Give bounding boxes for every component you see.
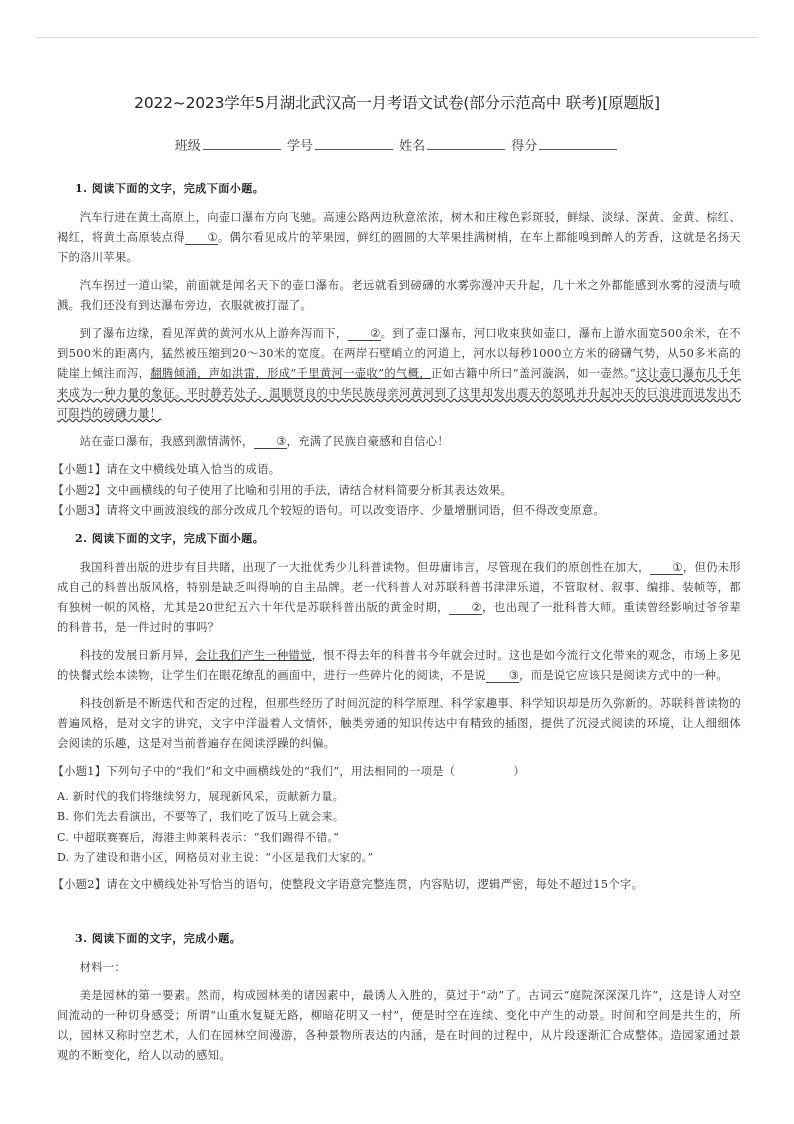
- q1-sub-question-3: 【小题3】请将文中画波浪线的部分改成几个较短的语句。可以改变语序、少量增删词语，但不得改变原意。: [52, 504, 606, 517]
- q1-p1-text-b: 。偶尔看见成片的苹果园，鲜红的圆圆的大苹果挂满树梢，在车上都能嗅到醉人的芳香，这就是名扬天下的洛川苹果。: [57, 231, 741, 264]
- id-label: 学号: [286, 139, 313, 154]
- q3-paragraph-1: 美是园林的第一要素。然而，构成园林美的诸因素中，最诱人入胜的，莫过于“动”了。古词云“庭院深深深几许”，这是诗人对空间流动的一种切身感受；所谓“山重水复疑无路，柳暗花明又一村”，便是时空在连续、变化中产生的动景。时间和空间是共生的，所以，园林又称时空艺术，人们在园林空间漫游，各种景物所表达的内涵，是在时间的过程中，从片段逐渐汇合成整体。造园家通过景观的不断变化，给人以动的感知。: [57, 989, 741, 1062]
- score-label: 得分: [511, 139, 538, 154]
- q2-p2-text-a: 科技的发展日新月异，: [79, 649, 196, 662]
- q1-underlined-sentence: 翻腾倾涌，声如洪雷，形成“千里黄河一壶收”的气概，: [150, 367, 432, 380]
- q1-p4-text-b: ，充满了民族自豪感和自信心！: [286, 435, 449, 448]
- student-info-line: [0, 135, 794, 154]
- q1-paragraph-4: [57, 432, 741, 452]
- top-divider: [36, 37, 758, 38]
- q2-p2-text-b: ，恨不得去年的科普书今年就会过时。这也是如今流行文化带来的观念，市场上多见的快餐式绘本读物，让学生们在眼花缭乱的画面中，进行一些碎片化的阅读，不是说: [57, 649, 741, 682]
- score-field[interactable]: [539, 137, 617, 150]
- q1-p3-text-b: 。到了壶口瀑布，河口收束狭如壶口，瀑布上游水面宽500余米，在不到500米的距离内，猛然被压缩到20～30米的宽度。在两岸石壁峭立的河道上，河水以每秒1000立方米的磅礴气势，从50多米高的陡崖上倾注而泻，: [57, 327, 742, 380]
- question-3-heading: 3. 阅读下面的文字，完成小题。: [75, 932, 242, 945]
- q1-wavy-sentence: 这让壶口瀑布几千年来成为一种力量的象征。平时静若处子、温顺贤良的中华民族母亲河黄河到了这里却发出震天的怒吼并升起冲天的巨浪进而迸发出不可阻挡的磅礴力量！: [57, 367, 742, 420]
- q2-sub-question-2: 【小题2】请在文中横线处补写恰当的语句，使整段文字语意完整连贯，内容贴切，逻辑严密，每处不超过15个字。: [52, 877, 644, 891]
- q1-p1-text-a: 汽车行进在黄土高原上，向壶口瀑布方向飞驰。高速公路两边秋意浓浓，树木和庄稼色彩斑驳，鲜绿、淡绿、深黄、金黄、棕红、褐红，将黄土高原装点得: [57, 211, 741, 244]
- q1-sub-question-1: 【小题1】请在文中横线处填入恰当的成语。: [52, 463, 281, 476]
- id-field[interactable]: [315, 137, 393, 150]
- q2-sub-question-1: 【小题1】下列句子中的“我们”和文中画横线处的“我们”，用法相同的一项是（ ）: [52, 765, 525, 778]
- q1-paragraph-3: [57, 324, 741, 424]
- q2-paragraph-1: [57, 558, 741, 638]
- q1-p4-text-a: 站在壶口瀑布，我感到激情满怀，: [79, 435, 254, 448]
- question-1-heading: 1. 阅读下面的文字，完成下面小题。: [75, 182, 265, 195]
- q2-blank-1: ①: [650, 561, 683, 575]
- question-1: [52, 180, 742, 522]
- q2-option-a: A. 新时代的我们将继续努力，展现新风采，贡献新力量。: [57, 789, 345, 803]
- q1-blank-3: ③: [254, 435, 287, 449]
- q1-blank-1: ①: [185, 231, 218, 245]
- name-label: 姓名: [399, 139, 426, 154]
- q1-blank-2: ②: [348, 327, 381, 341]
- q2-blank-3: ③: [486, 669, 519, 683]
- q1-sub-question-2: 【小题2】文中画横线的句子使用了比喻和引用的手法，请结合材料简要分析其表达效果。: [52, 483, 513, 497]
- q2-underlined-phrase: 会让我们产生一种错觉: [195, 649, 312, 662]
- question-3: [57, 930, 741, 1066]
- q3-material-label: 材料一：: [79, 961, 126, 974]
- q2-blank-2: ②: [449, 601, 482, 615]
- class-field[interactable]: [203, 137, 281, 150]
- q1-paragraph-1: [57, 208, 741, 268]
- question-2-heading: 2. 阅读下面的文字，完成下面小题。: [75, 532, 265, 545]
- question-2: [52, 530, 742, 895]
- q2-option-c: C. 中超联赛赛后，海港主帅莱科表示：“我们踢得不错。”: [57, 830, 340, 844]
- q1-paragraph-2: 汽车拐过一道山梁，前面就是闻名天下的壶口瀑布。老远就看到磅礴的水雾弥漫冲天升起，几十米之外都能感到水雾的浸渍与喷溅。我们还没有到达瀑布旁边，衣服就被打湿了。: [57, 279, 741, 312]
- q2-option-b: B. 你们先去看演出，不要等了，我们吃了饭马上就会来。: [57, 810, 345, 823]
- q2-paragraph-2: [57, 646, 741, 686]
- q2-p1-text-b: ，但仍未形成自己的科普出版风格，特别是缺乏叫得响的自主品牌。老一代科普人对苏联科普书津津乐道，不管取材、叙事、编排、装帧等，都有独树一帜的风格，尤其是20世纪五六十年代是苏联科普出版的黄金时期，: [57, 561, 741, 614]
- q2-p1-text-c: ，也出现了一批科普大师。重读曾经影响过爷爷辈的科普书，是一件过时的事吗？: [57, 601, 742, 634]
- q1-p3-text-a: 到了瀑布边缘，看见浑黄的黄河水从上游奔泻而下，: [79, 327, 348, 340]
- class-label: 班级: [174, 139, 201, 154]
- q2-paragraph-3: 科技创新是不断迭代和否定的过程，但那些经历了时间沉淀的科学原理、科学家趣事、科学知识却是历久弥新的。苏联科普读物的普遍风格，是对文字的讲究，文字中洋溢着人文情怀，触类旁通的知识传达中有精致的插图，提供了沉浸式阅读的环境，让人细细体会阅读的乐趣，这是对当前普遍存在阅读浮躁的纠偏。: [57, 697, 741, 750]
- page-title: 2022~2023学年5月湖北武汉高一月考语文试卷(部分示范高中 联考)[原题版]: [134, 94, 660, 112]
- q2-p1-text-a: 我国科普出版的进步有目共睹，出现了一大批优秀少儿科普读物。但毋庸讳言，尽管现在我们的原创性在加大，: [79, 561, 650, 574]
- q2-option-d: D. 为了建设和谐小区，网格员对业主说：“小区是我们大家的。”: [57, 851, 374, 864]
- q1-p3-text-c: 正如古籍中所曰“盖河漩涡，如一壶然。”: [431, 367, 636, 380]
- q2-p2-text-c: ，而是说它应该只是阅读方式中的一种。: [519, 669, 728, 682]
- name-field[interactable]: [427, 137, 505, 150]
